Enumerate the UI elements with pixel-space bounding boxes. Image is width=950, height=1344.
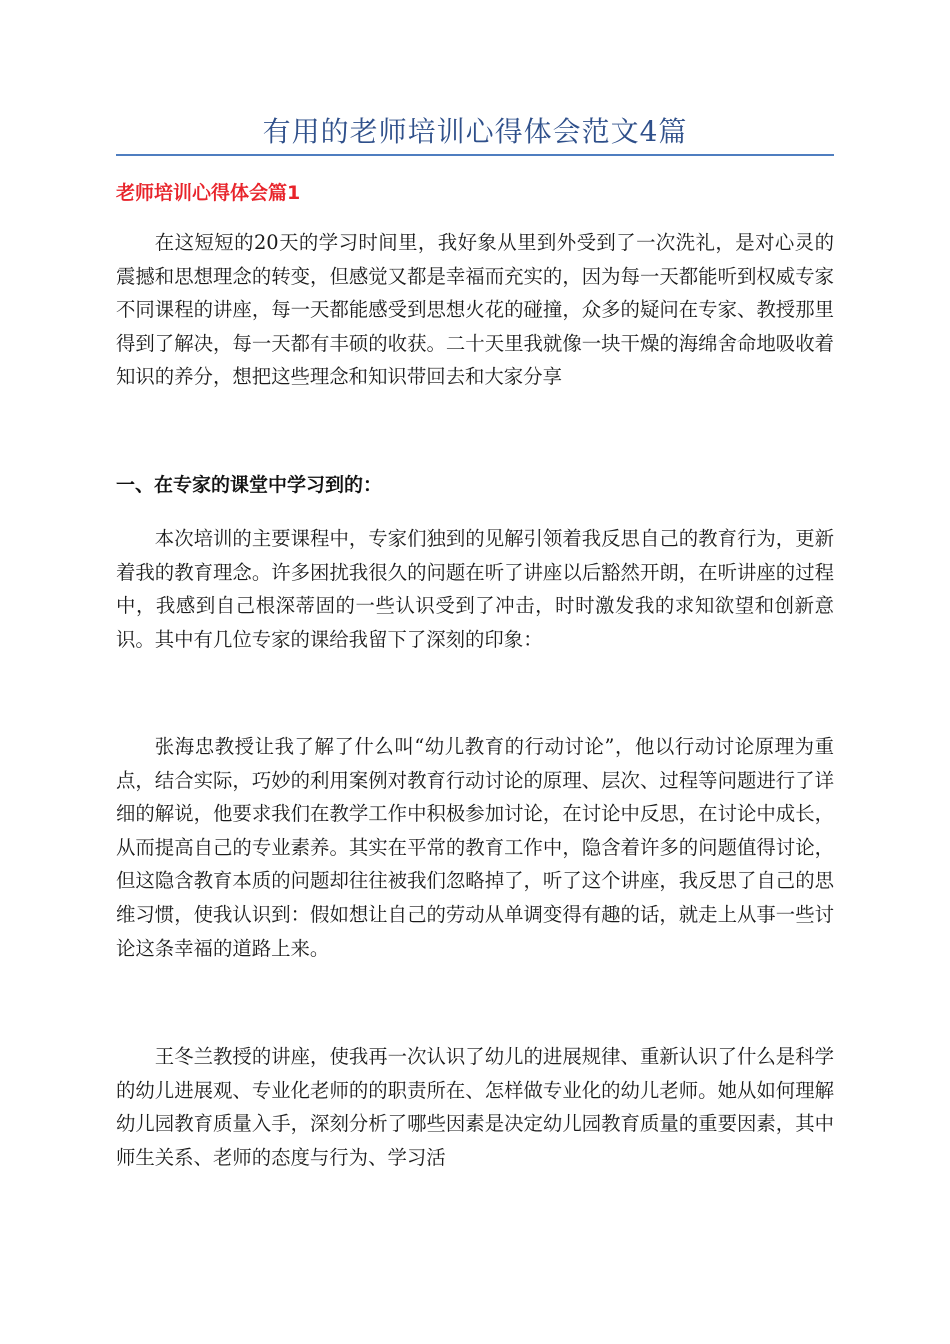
subheading-expert-lessons: 一、在专家的课堂中学习到的： [116, 474, 383, 496]
paragraph-intro: 在这短短的20天的学习时间里，我好象从里到外受到了一次洗礼，是对心灵的震撼和思想理念的转变，但感觉又都是幸福而充实的，因为每一天都能听到权威专家不同课程的讲座，每一天都能感受到思想火花的碰撞，众多的疑问在专家、教授那里得到了解决，每一天都有丰硕的收获。二十天里我就像一块干燥的海绵舍命地吸收着知识的养分，想把这些理念和知识带回去和大家分享 [116, 231, 834, 389]
paragraph-wang-donglan: 王冬兰教授的讲座，使我再一次认识了幼儿的进展规律、重新认识了什么是科学的幼儿进展观、专业化老师的的职责所在、怎样做专业化的幼儿老师。她从如何理解幼儿园教育质量入手，深刻分析了哪些因素是决定幼儿园教育质量的重要因素，其中师生关系、老师的态度与行为、学习活 [116, 1045, 834, 1169]
title-underline-divider [116, 154, 834, 156]
paragraph-training-courses: 本次培训的主要课程中，专家们独到的见解引领着我反思自己的教育行为，更新着我的教育理念。许多困扰我很久的问题在听了讲座以后豁然开朗，在听讲座的过程中，我感到自己根深蒂固的一些认识受到了冲击，时时激发我的求知欲望和创新意识。其中有几位专家的课给我留下了深刻的印象： [116, 527, 834, 651]
document-title: 有用的老师培训心得体会范文4篇 [262, 115, 688, 148]
paragraph-zhang-haizhong: 张海忠教授让我了解了什么叫“幼儿教育的行动讨论”，他以行动讨论原理为重点，结合实际，巧妙的利用案例对教育行动讨论的原理、层次、过程等问题进行了详细的解说，他要求我们在教学工作中积极参加讨论，在讨论中反思，在讨论中成长，从而提高自己的专业素养。其实在平常的教育工作中，隐含着许多的问题值得讨论，但这隐含教育本质的问题却往往被我们忽略掉了，听了这个讲座，我反思了自己的思维习惯，使我认识到：假如想让自己的劳动从单调变得有趣的话，就走上从事一些讨论这条幸福的道路上来。 [116, 735, 834, 960]
section-title: 老师培训心得体会篇1 [116, 182, 301, 204]
